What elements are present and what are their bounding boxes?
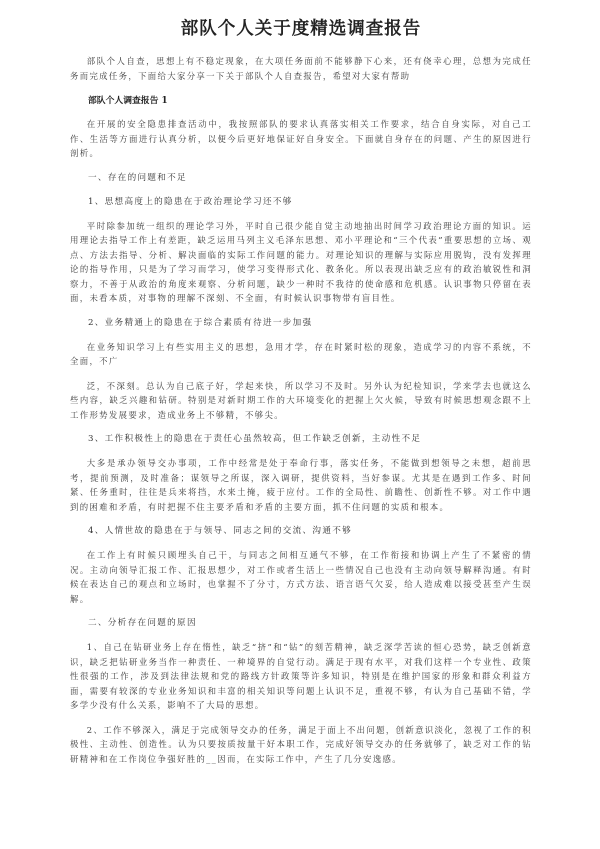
heading-one-4: 4、人情世故的隐患在于与领导、同志之间的交流、沟通不够 bbox=[88, 526, 353, 536]
paragraph-4: 泛，不深刻。总认为自己底子好，学起来快，所以学习不及时。另外认为纪检知识，学来学去也就这么些内容，缺乏兴趣和钻研。特别是对新时期工作的大环境变化的把握上欠火候，导致有时候思想观念跟不上工作形势发展要求，造成业务上不够精，不够尖。 bbox=[70, 380, 532, 420]
paragraph-7: 1、自己在钻研业务上存在惰性，缺乏“挤”和“钻”的刻苦精神，缺乏深学苦读的恒心恐势，缺乏创新意识，缺乏把钻研业务当作一种责任、一种境界的自觉行动。满足于现有水平，对我们这样一个专业性、政策性很强的工作，涉及到法律法规和党的路线方针政策等许多知识，特别是在维护国家的形象和群众利益方面，需要有较深的专业业务知识和丰富的相关知识等问题上认识不足，重视不够，有认为自己基础不错，学多学少没有什么关系，影响不了大局的思想。 bbox=[70, 642, 532, 710]
heading-two: 二、分析存在问题的原因 bbox=[88, 618, 197, 628]
heading-one-1: 1、思想高度上的隐患在于政治理论学习还不够 bbox=[88, 196, 293, 207]
paragraph-1: 在开展的安全隐患排查活动中，我按照部队的要求认真落实相关工作要求，结合自身实际，对自己工作、生活等方面进行认真分析，以便今后更好地保证好自身安全。下面就自身存在的问题、产生的原因进行剖析。 bbox=[70, 119, 532, 158]
paragraph-3: 在业务知识学习上有些实用主义的思想，急用才学，存在时紧时松的现象，造成学习的内容不系统，不全面，不广 bbox=[70, 341, 532, 366]
paragraph-8: 2、工作不够深入，满足于完成领导交办的任务，满足于面上不出问题，创新意识淡化，忽视了工作的积极性、主动性、创造性。认为只要按质按量干好本职工作，完成好领导交办的任务就够了，缺乏对工作的钻研精神和在工作岗位争强好胜的__因而，在实际工作中，产生了几分安逸感。 bbox=[70, 724, 532, 764]
heading-one: 一、存在的问题和不足 bbox=[88, 172, 187, 183]
paragraph-2: 平时除参加统一组织的理论学习外，平时自己很少能自觉主动地抽出时间学习政治理论方面的知识。运用理论去指导工作上有差距，缺乏运用马列主义毛泽东思想、邓小平理论和“三个代表”重要思想的立场、观点、方法去指导、分析、解决面临的实际工作问题的能力。对理论知识的理解与实际应用脱钩，没有发挥理论的指导作用，只是为了学习而学习，使学习变得形式化、教条化。所以表现出缺乏应有的政治敏锐性和洞察力，不善于从政治的角度来观察、分析问题，缺少一种时不我待的使命感和危机感。认识事物只停留在表面，未看本质，对事物的理解不深刻、不全面，有时候认识事物带有盲目性。 bbox=[70, 220, 532, 303]
paragraph-6: 在工作上有时候只顾埋头自己干，与同志之间相互通气不够，在工作衔接和协调上产生了不紧密的情况。主动向领导汇报工作、汇报思想少，对工作或者生活上一些情况自己也没有主动向领导解释沟通。有时候在表达自己的观点和立场时，也掌握不了分寸，方式方法、语言语气欠妥，给人造成难以接受甚至产生误解。 bbox=[70, 550, 532, 604]
heading-one-2: 2、业务精通上的隐患在于综合素质有待进一步加强 bbox=[88, 317, 313, 328]
heading-one-3: 3、工作积极性上的隐患在于责任心虽然较高，但工作缺乏创新，主动性不足 bbox=[88, 434, 422, 444]
paragraph-5: 大多是承办领导交办事项，工作中经常是处于奉命行事，落实任务，不能做到想领导之未想，超前思考，提前预测，及时准备；谋领导之所谋，深入调研，提供资料，当好参谋。尤其是在遇到工作多、时间紧、任务重时，往往是兵来将挡，水来土掩，疲于应付。工作的全局性、前瞻性、创新性不够。对工作中遇到的困难和矛盾，有时把握不住主要矛盾和矛盾的主要方面，抓不住问题的实质和根本。 bbox=[70, 458, 532, 512]
intro-paragraph: 部队个人自查，思想上有不稳定现象，在大项任务面前不能够静下心来，还有侥幸心理，总想为完成任务而完成任务，下面给大家分享一下关于部队个人自查报告，希望对大家有帮助 bbox=[70, 56, 532, 81]
section-title: 部队个人调查报告 1 bbox=[88, 96, 168, 106]
page-title: 部队个人关于度精选调查报告 bbox=[180, 19, 422, 39]
